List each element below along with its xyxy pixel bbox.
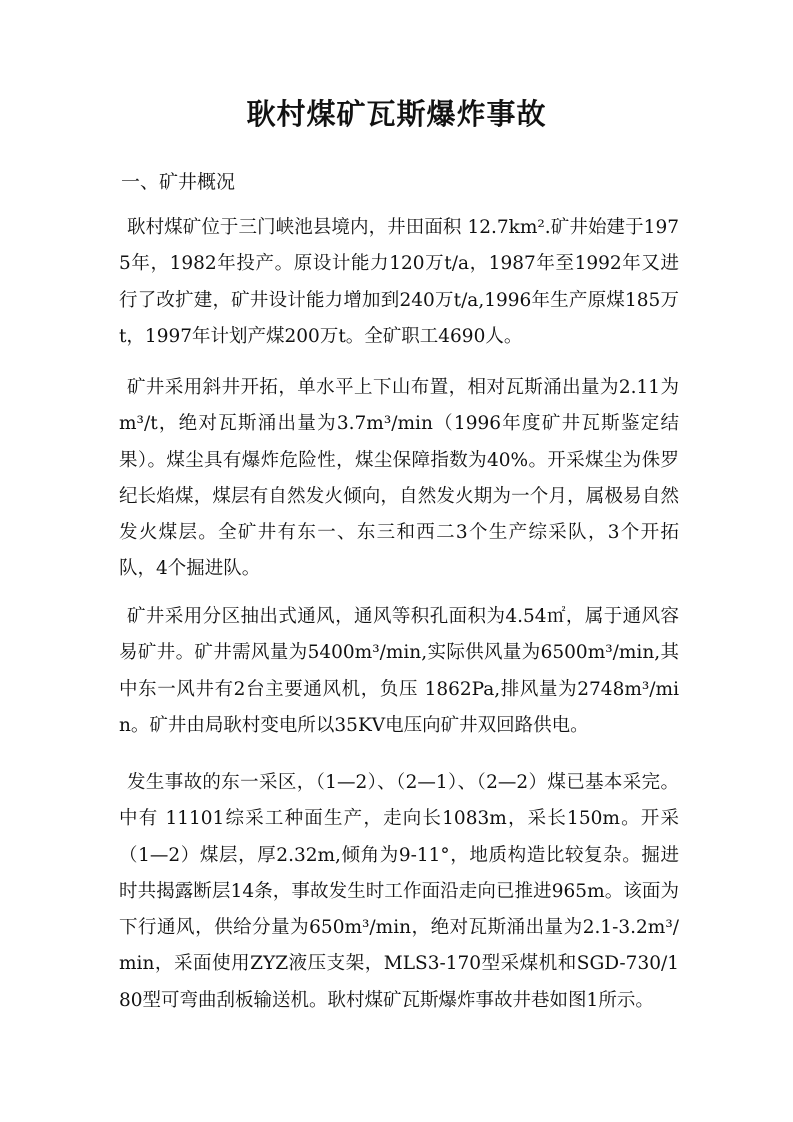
paragraph-ventilation: 矿井采用分区抽出式通风，通风等积孔面积为4.54㎡，属于通风容易矿井。矿井需风量为5400m³/min,实际供风量为6500m³/min,其中东一风井有2台主要通风机，负压 1862Pa,排风量为2748m³/min。矿井由局耿村变电所以35KV电压向矿井双回路供电。 (119, 606, 679, 736)
paragraph-accident-district: 发生事故的东一采区，（1—2）、（2—1）、（2—2）煤已基本采完。中有 11101综采工种面生产，走向长1083m，采长150m。开采（1—2）煤层，厚2.32m,倾角为9-11°，地质构造比较复杂。掘进时共揭露断层14条，事故发生时工作面沿走向已推进965m。该面为下行通风，供给分量为650m³/min，绝对瓦斯涌出量为2.1-3.2m³/min，采面使用ZYZ液压支架，MLS3-170型采煤机和SGD-730/180型可弯曲刮板输送机。耿村煤矿瓦斯爆炸事故井巷如图1所示。 (119, 772, 679, 1011)
paragraph-mine-overview: 耿村煤矿位于三门峡池县境内，井田面积 12.7km².矿井始建于1975年，1982年投产。原设计能力120万t/a，1987年至1992年又进行了改扩建，矿井设计能力增加到240万t/a,1996年生产原煤185万t，1997年计划产煤200万t。全矿职工4690人。 (119, 217, 679, 347)
section-heading: 一、矿井概况 (121, 171, 236, 193)
document-title: 耿村煤矿瓦斯爆炸事故 (246, 97, 547, 131)
paragraph-development-gas: 矿井采用斜井开拓，单水平上下山布置，相对瓦斯涌出量为2.11为m³/t，绝对瓦斯涌出量为3.7m³/min（1996年度矿井瓦斯鉴定结果）。煤尘具有爆炸危险性，煤尘保障指数为40%。开采煤尘为侏罗纪长焰煤，煤层有自然发火倾向，自然发火期为一个月，属极易自然发火煤层。全矿井有东一、东三和西二3个生产综采队，3个开拓队，4个掘进队。 (119, 377, 679, 580)
